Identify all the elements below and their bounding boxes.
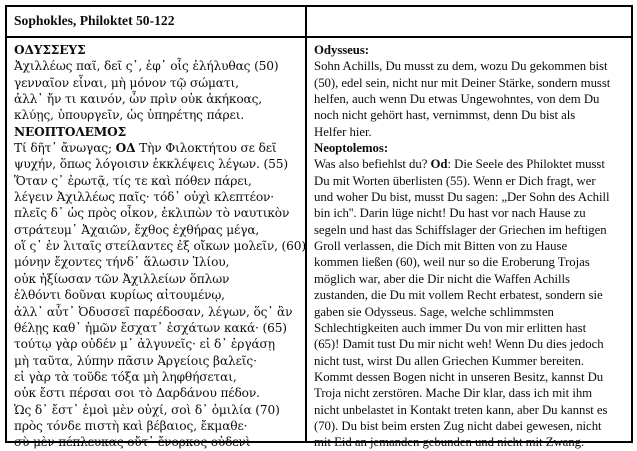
german-line (314, 369, 627, 385)
german-line (314, 42, 627, 58)
speaker-label: Neoptolemos: (314, 141, 389, 156)
greek-line (14, 140, 301, 156)
greek-line (14, 434, 301, 450)
speaker-label: ΟΔΥΣΣΕΥΣ (14, 43, 86, 57)
text-segment: θέλῃς καθ᾽ ἡμῶν ἔσχατ᾽ ἐσχάτων κακά· (65) (14, 320, 287, 335)
text-segment: gaben sie Odysseus. Sage, welche schlimmsten (314, 304, 554, 319)
text-segment: : Die Seele des Philoktet musst (447, 157, 605, 172)
german-line (314, 107, 627, 123)
greek-line (14, 173, 301, 189)
text-segment: οὐκ ἔστι πέρσαι σοι τὸ Δαρδάνου πέδον. (14, 386, 260, 401)
german-line (314, 254, 627, 270)
text-segment: (70). Du bist beim ersten Zug nicht dabei gewesen, nicht (314, 418, 602, 433)
text-segment: bin ich''. Darin lüge nicht! Du hast vor nach Hause zu (314, 206, 586, 221)
greek-line (14, 124, 301, 140)
greek-text-block (7, 38, 305, 451)
greek-line (14, 271, 301, 287)
text-segment: Ἀχιλλέως παῖ, δεῖ ς᾽, ἐφ᾽ οἷς ἐλήλυθας (50) (14, 59, 279, 74)
text-segment: μόνην ἔχοντες τήνδ᾽ ἅλωσιν Ἰλίου, (14, 255, 230, 270)
text-segment: Was also befiehlst du? (314, 157, 431, 172)
greek-line (14, 385, 301, 401)
text-segment: (65)! Damit tust Du mir nicht weh! Wenn Du dies jedoch (314, 337, 604, 352)
greek-text-column (7, 38, 307, 450)
speaker-label: Od (430, 157, 448, 172)
german-line (314, 320, 627, 336)
german-text-block (307, 38, 631, 451)
german-line (314, 434, 627, 450)
text-segment: helfen, auch wenn Du etwas Ungewohntes, von dem Du (314, 92, 600, 107)
text-segment: ἀλλ᾽ αὖτ᾽ Ὀδυσσεῖ παρέδοσαν, λέγων, ὅς᾽ ἂν (14, 304, 293, 319)
text-segment: ἐλθόντι δοῦναι κυρίως αἰτουμένῳ, (14, 288, 225, 303)
greek-line (14, 222, 301, 238)
text-segment: Τὴν Φιλοκτήτου σε δεῖ (135, 141, 277, 156)
text-segment: noch nicht gehört hast, vernimmst, denn Du bist als (314, 108, 576, 123)
german-line (314, 385, 627, 401)
text-segment: kommen ließen (60), weil nur so die Eroberung Trojas (314, 255, 590, 270)
text-segment: ἀλλ᾽ ἤν τι καινόν, ὧν πρὶν οὐκ ἀκήκοας, (14, 92, 263, 107)
text-segment: γενναῖον εἶναι, μὴ μόνον τῷ σώματι, (14, 75, 239, 90)
text-segment: πρὸς τόνδε πιστὴ καὶ βέβαιος, ἔκμαθε· (14, 418, 248, 433)
german-line (314, 287, 627, 303)
german-line (314, 222, 627, 238)
text-segment: ψυχήν, ὅπως λόγοισιν ἐκκλέψεις λέγων. (55) (14, 157, 288, 172)
text-segment: Ὅταν ς᾽ ἐρωτᾷ, τίς τε καὶ πόθεν πάρει, (14, 173, 252, 188)
text-segment: (50), edel sein, nicht nur mit Deiner Stärke, sondern musst (314, 75, 611, 90)
page-title: Sophokles, Philoktet 50-122 (14, 13, 175, 28)
greek-line (14, 205, 301, 221)
speaker-label: Odysseus: (314, 43, 370, 57)
table-body-row (7, 38, 631, 450)
greek-line (14, 353, 301, 369)
german-line (314, 238, 627, 254)
greek-line (14, 238, 306, 254)
text-segment: οὐκ ἠξίωσαν τῶν Ἀχιλλείων ὅπλων (14, 271, 230, 286)
greek-line (14, 91, 301, 107)
text-segment: zustanden, die Du mit vollem Recht erbatest, sondern sie (314, 288, 603, 303)
text-segment: Ὡς δ᾽ ἔστ᾽ ἐμοὶ μὲν οὐχί, σοὶ δ᾽ ὁμιλία (70) (14, 402, 280, 417)
greek-line (14, 58, 301, 74)
greek-line (14, 75, 301, 91)
speaker-label: ΝΕΟΠΤΟΛΕΜΟΣ (14, 124, 127, 139)
text-segment: Groll verlassen, die Dich mit Bitten von zu Hause (314, 239, 568, 254)
greek-line (14, 254, 301, 270)
text-segment: κλύῃς, ὑπουργεῖν, ὡς ὑπηρέτης πάρει. (14, 108, 245, 123)
german-line (314, 353, 627, 369)
translation-table (5, 5, 633, 450)
speaker-label: ΟΔ (115, 141, 136, 156)
german-line (314, 402, 627, 418)
text-segment: Helfer hier. (314, 124, 372, 139)
german-line (314, 75, 627, 91)
german-line (314, 91, 627, 107)
greek-line (14, 42, 301, 58)
header-empty-cell (307, 7, 631, 36)
text-segment: λέγειν Ἀχιλλέως παῖς· τόδ᾽ οὐχὶ κλεπτέον· (14, 190, 275, 205)
text-segment: στράτευμ᾽ Ἀχαιῶν, ἔχθος ἐχθήρας μέγα, (14, 222, 260, 237)
text-segment: εἰ γὰρ τὰ τοῦδε τόξα μὴ ληφθήσεται, (14, 369, 237, 384)
text-segment: nicht unbelastet in Kontakt treten kann, aber Du kannst es (314, 402, 608, 417)
greek-line (14, 156, 301, 172)
text-segment: Τί δῆτ᾽ ἄνωγας; (14, 141, 116, 156)
text-segment: μὴ ταῦτα, λύπην πᾶσιν Ἀργείοις βαλεῖς· (14, 353, 257, 368)
text-segment: οἵ ς᾽ ἐν λιταῖς στείλαντες ἐξ οἴκων μολεῖν, (60) (14, 239, 306, 254)
greek-line (14, 304, 301, 320)
german-line (314, 304, 627, 320)
greek-line (14, 287, 301, 303)
text-segment: τούτῳ γὰρ οὐδέν μ᾽ ἀλγυνεῖς· εἰ δ᾽ ἐργάσῃ (14, 337, 275, 352)
german-line (314, 140, 627, 156)
text-segment: Schlechtigkeiten auch immer Du von mir erlitten hast (314, 320, 587, 335)
greek-line (14, 369, 301, 385)
greek-line (14, 107, 301, 123)
text-segment: mit Eid an jemanden gebunden und nicht mit Zwang. (314, 435, 585, 450)
german-line (314, 205, 627, 221)
german-line (314, 336, 627, 352)
text-segment: Kommt dessen Bogen nicht in unseren Besitz, kannst Du (314, 369, 604, 384)
german-line (314, 58, 627, 74)
text-segment: segeln und hast das Schiffslager der Griechen im heftigen (314, 222, 607, 237)
german-line (314, 418, 627, 434)
german-translation-column (307, 38, 631, 450)
table-header-row (7, 7, 631, 38)
german-line (314, 189, 627, 205)
german-line (314, 124, 627, 140)
text-segment: nicht tust, wirst Du allen Griechen Kummer bereiten. (314, 353, 584, 368)
greek-line (14, 189, 301, 205)
greek-line (14, 402, 301, 418)
text-segment: πλεῖς δ᾽ ὡς πρὸς οἶκον, ἐκλιπὼν τὸ ναυτικὸν (14, 206, 290, 221)
text-segment: Du mit Worten überlisten (55). Wenn er Dich fragt, wer (314, 173, 596, 188)
german-line (314, 271, 627, 287)
greek-line (14, 336, 301, 352)
text-segment: σὺ μὲν πέπλευκας οὔτ᾽ ἔνορκος οὐδενὶ (14, 435, 251, 450)
text-segment: und woher Du bist, musst Du sagen: „Der Sohn des Achill (314, 190, 610, 205)
text-segment: Sohn Achills, Du musst zu dem, wozu Du gekommen bist (314, 59, 608, 74)
greek-line (14, 320, 301, 336)
text-segment: Troja nicht zerstören. Mache Dir klar, dass ich mit ihm (314, 386, 593, 401)
german-line (314, 173, 627, 189)
greek-line (14, 418, 301, 434)
text-segment: möglich war, aber die Dir nicht die Waffen Achills (314, 271, 570, 286)
header-title-cell (7, 7, 307, 36)
german-line (314, 156, 627, 172)
